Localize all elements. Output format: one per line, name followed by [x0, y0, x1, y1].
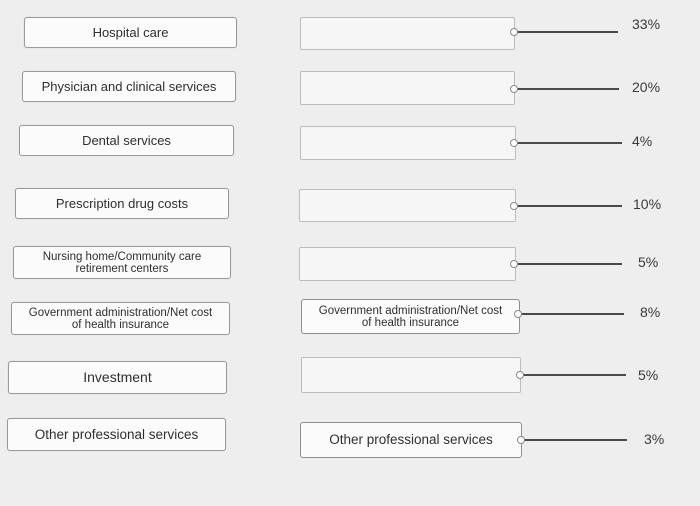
tag-prescription-drug[interactable] [15, 188, 229, 219]
tag-label: Government administration/Net cost of health insurance [28, 306, 213, 331]
slot-answer: Other professional services [329, 432, 493, 447]
connector-knob-4[interactable] [510, 202, 518, 210]
tag-physician-clinical[interactable] [22, 71, 236, 102]
tag-label: Investment [83, 369, 152, 385]
percent-label: 10% [633, 196, 662, 212]
connector-knob-2[interactable] [510, 85, 518, 93]
connector-knob-1[interactable] [510, 28, 518, 36]
tag-investment[interactable] [8, 361, 227, 394]
drop-slot-8[interactable] [300, 422, 522, 458]
percent-label: 8% [640, 304, 661, 320]
percent-label: 5% [638, 367, 659, 383]
percent-label: 3% [644, 431, 665, 447]
drop-slot-7[interactable] [301, 357, 521, 393]
percent-label: 4% [632, 133, 653, 149]
drop-slot-6[interactable] [301, 299, 520, 334]
tag-label: Nursing home/Community care retirement centers [42, 250, 202, 275]
slot-answer: Government administration/Net cost of health insurance [318, 304, 503, 329]
percent-label: 20% [632, 79, 661, 95]
connector-line-5 [514, 263, 622, 265]
connector-line-6 [518, 313, 624, 315]
drop-slot-4[interactable] [299, 189, 516, 222]
percent-label: 5% [638, 254, 659, 270]
connector-knob-5[interactable] [510, 260, 518, 268]
tag-label: Physician and clinical services [41, 79, 217, 94]
connector-line-3 [514, 142, 622, 144]
connector-line-2 [514, 88, 619, 90]
drop-slot-5[interactable] [299, 247, 516, 281]
connector-line-1 [514, 31, 618, 33]
connector-line-7 [520, 374, 626, 376]
tag-government-admin[interactable] [11, 302, 230, 335]
tag-other-professional[interactable] [7, 418, 226, 451]
tag-label: Other professional services [34, 427, 199, 442]
tag-hospital-care[interactable] [24, 17, 237, 48]
tag-label: Dental services [82, 133, 171, 148]
drop-slot-3[interactable] [300, 126, 516, 160]
connector-line-4 [514, 205, 622, 207]
drop-slot-2[interactable] [300, 71, 515, 105]
tag-label: Hospital care [92, 25, 169, 40]
connector-knob-3[interactable] [510, 139, 518, 147]
tag-dental-services[interactable] [19, 125, 234, 156]
connector-line-8 [521, 439, 627, 441]
tag-label: Prescription drug costs [55, 196, 189, 211]
drop-slot-1[interactable] [300, 17, 515, 50]
percent-label: 33% [632, 16, 661, 32]
connector-knob-8[interactable] [517, 436, 525, 444]
connector-knob-7[interactable] [516, 371, 524, 379]
connector-knob-6[interactable] [514, 310, 522, 318]
tag-nursing-home[interactable] [13, 246, 231, 279]
